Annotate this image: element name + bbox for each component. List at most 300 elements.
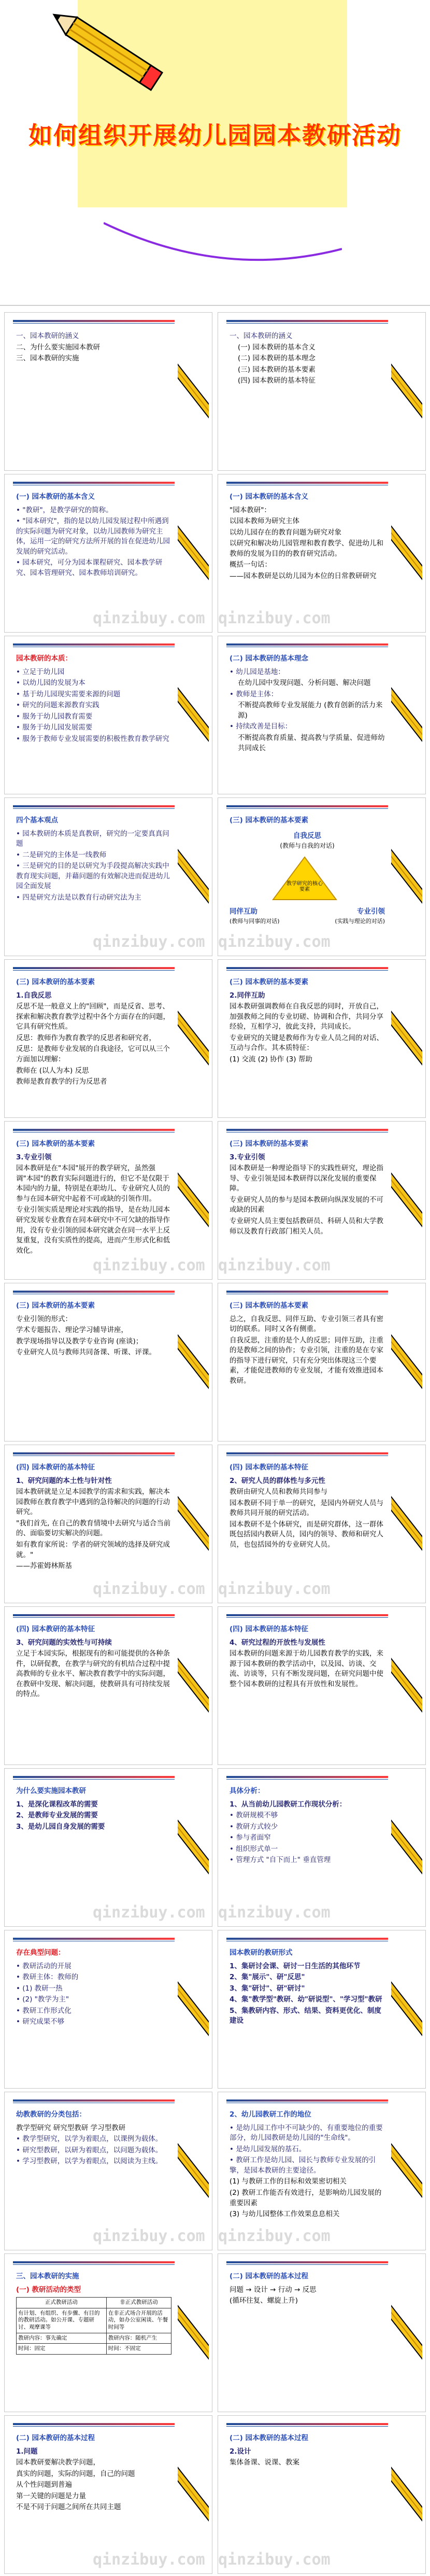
slide-text-line: • 三是研究的目的是以研究为手段提高解决实践中教育现实问题，并藉问题的有效解决进而促进幼儿园全面发展 — [16, 862, 170, 891]
slide-heading: (三) 园本教研的基本要素 — [16, 978, 95, 986]
slide-text-line: 以研究和解决幼儿园管理和教育教学、促进幼儿和教师的发展为目的的教育研究活动。 — [230, 539, 383, 558]
slide-text-line: 以园本教师为研究主体 — [230, 517, 299, 526]
peer-sub: (教师与同事的对话) — [230, 917, 280, 925]
table-row — [17, 2333, 171, 2344]
slide-text-line: 反思：是教师专业发展的自我途径，它可以从三个方面加以理解： — [16, 1045, 170, 1063]
slide-content — [230, 654, 385, 789]
slide-content — [230, 816, 385, 950]
slide-rule — [13, 2099, 175, 2102]
slide-26 — [4, 2253, 212, 2412]
pencil-icon — [391, 978, 422, 1098]
slide-rule-thin — [226, 808, 388, 809]
pencil-icon — [391, 1464, 422, 1583]
slide-text-line: (1) 交流 (2) 协作 (3) 帮助 — [230, 1055, 312, 1063]
slide-rule — [226, 967, 388, 969]
slide-rule-thin — [13, 808, 175, 809]
slide-content — [230, 2433, 385, 2568]
slide-content — [16, 654, 171, 789]
pencil-icon — [391, 1626, 422, 1745]
slide-heading: (四) 园本教研的基本特征 — [16, 1625, 95, 1633]
slide-rule-thin — [226, 323, 388, 324]
slide-text-line: • 研究型教研，以研为着眼点，以问题为载体。 — [16, 2146, 163, 2154]
slide-text-line: 问题 → 设计 → 行动 → 反思 — [230, 2285, 317, 2294]
slide-text-line: 概括一句话： — [230, 561, 271, 569]
slide-rule — [226, 2423, 388, 2425]
slide-subheading: (一) 教研活动的类型 — [16, 2285, 81, 2294]
table-cell: 教研内容：随机产生 — [106, 2333, 171, 2344]
table-cell: 有计划、有组织、有步骤、有目的的教研活动。如公开课、专题研讨、观摩课等 — [17, 2308, 107, 2333]
slide-10 — [4, 959, 212, 1118]
slide-content — [230, 1625, 385, 1759]
slide-17 — [218, 1445, 426, 1603]
slide-rule — [226, 1614, 388, 1616]
pencil-icon — [178, 1787, 209, 1907]
slide-text-line: 教学型研究 研究型教研 学习型教研 — [16, 2123, 126, 2132]
slide-text-line: 立足于本园实际，根据现有的和可能提供的各种条件，以研促教，在教学与研究的有机结合过程中提高教师的专业水平、解决教育教学中的实际问题，在教研中发现、解决问题，使教研具有可持续发展的特点。 — [16, 1649, 170, 1699]
slide-rule-thin — [13, 1617, 175, 1618]
slide-content — [16, 1786, 171, 1921]
slide-content — [16, 1301, 171, 1436]
watermark: qinzibuy.com — [218, 609, 331, 627]
slide-text-line: 2.同伴互助 — [230, 991, 265, 1000]
slide-rule — [13, 1452, 175, 1454]
slide-11 — [218, 959, 426, 1118]
watermark: qinzibuy.com — [218, 933, 331, 951]
slide-rule — [226, 1776, 388, 1778]
slide-rule-thin — [226, 2426, 388, 2427]
table-header: 正式教研活动 — [17, 2298, 107, 2308]
slide-heading: (一) 园本教研的基本含义 — [16, 493, 95, 501]
slide-content — [16, 1139, 171, 1274]
comparison-table — [16, 2297, 171, 2355]
table-header: 非正式教研活动 — [106, 2298, 171, 2308]
slide-text-line: • 研究成果不够 — [16, 2018, 65, 2026]
slide-text-line: 2、集"展示"、研"反思" — [230, 1973, 305, 1982]
pencil-icon — [178, 493, 209, 612]
pencil-icon — [178, 1464, 209, 1583]
slide-rule — [226, 643, 388, 646]
slide-rule — [226, 805, 388, 807]
watermark: qinzibuy.com — [93, 609, 205, 627]
slide-text-line: 1.问题 — [16, 2447, 38, 2456]
slide-text-line: • 是幼儿园工作中不可缺少的、有重要地位的重要部分，幼儿园教研是幼儿园的"生命线"。 — [230, 2123, 383, 2143]
slide-text-line: 教师是教育教学的行为反思者 — [16, 1077, 107, 1086]
cover-slide — [0, 0, 430, 306]
slide-content — [230, 1786, 385, 1921]
slide-25 — [218, 2092, 426, 2250]
slide-rule — [226, 2099, 388, 2102]
slide-text-line: • "园本研究"，指的是以幼儿园发展过程中所遇到的实际问题为研究对象，以幼儿园教师为研究主体，运用一定的研究方法所开展的旨在促进幼儿园发展的研究活动。 — [16, 517, 170, 556]
pencil-icon — [391, 1787, 422, 1907]
slide-text-line: 1、研究问题的本土性与针对性 — [16, 1476, 112, 1485]
slide-content — [230, 2272, 385, 2406]
pencil-icon — [391, 1140, 422, 1259]
slide-text-line: • 基于幼儿园现实需要来源的问题 — [16, 690, 121, 698]
watermark: qinzibuy.com — [93, 1580, 205, 1598]
slide-rule — [13, 805, 175, 807]
slide-content — [230, 1948, 385, 2083]
slide-rule-thin — [13, 2426, 175, 2427]
slide-text-line: 专业引领实质是理论对实践的指导，是在幼儿园本研究发展专业教育在同本研究中不可欠缺的指导作用，没有专业引领的园本研究就会在同一水平上反复重复，没有实质性的提高，进而产生形式化和低效化。 — [16, 1206, 170, 1255]
reflection-label: 自我反思 — [293, 831, 321, 840]
slide-text-line: 专业研究人员主要包括教研员、科研人员和大学教师以及教育行政部门相关人员。 — [230, 1216, 383, 1236]
table-row — [17, 2308, 171, 2333]
slide-rule — [13, 643, 175, 646]
slide-content — [16, 816, 171, 950]
slide-4 — [4, 474, 212, 633]
slide-rule-thin — [226, 1617, 388, 1618]
slide-text-line: 3.专业引领 — [16, 1153, 52, 1161]
watermark: qinzibuy.com — [93, 2551, 205, 2569]
slide-heading: 三、园本教研的实施 — [16, 2272, 79, 2280]
slide-27 — [218, 2253, 426, 2412]
slide-text-line: • 教学型研究，以学为着眼点，以课例为载体。 — [16, 2135, 163, 2144]
slide-content — [16, 2272, 171, 2406]
slide-text-line: 园本教研的问题来源于幼儿园教育教学的实践，来源于园本教研的教学活动中，以及园、访谈、交流、访谈等，只有不断发现问题，在研究问题中使整个园本教研的过程具有开放性和发展性。 — [230, 1649, 383, 1688]
table-row — [17, 2344, 171, 2355]
elements-diagram — [230, 829, 385, 933]
slide-text-line: (1) 与教研工作的目标和效果密切相关 — [230, 2177, 347, 2186]
pencil-icon — [178, 655, 209, 774]
table-header-row — [17, 2298, 171, 2308]
slide-text-line: 4、集"教学型"教研、幼"研说型"、"学习型"教研 — [230, 1995, 382, 2004]
slide-15 — [218, 1283, 426, 1441]
slide-rule — [13, 1614, 175, 1616]
slide-rule — [226, 1452, 388, 1454]
slide-text-line: • 持续改善是目标： — [230, 722, 292, 731]
slide-rule — [13, 967, 175, 969]
slide-text-line: • 服务于幼儿园教育需要 — [16, 712, 93, 721]
table-cell: 在非正式场合开展的活动，如办公室闲谈、午餐时间等 — [106, 2308, 171, 2333]
slide-heading: 为什么要实施园本教研 — [16, 1787, 86, 1795]
slide-text-line: • 立足于幼儿园 — [16, 667, 65, 676]
pencil-icon — [178, 2273, 209, 2392]
slide-text-line: 专业研究人员与教师共同备课、听课、评课。 — [16, 1348, 156, 1357]
slide-content — [230, 977, 385, 1112]
slide-content — [230, 1139, 385, 1274]
slide-text-line: 学术专题报告、理论学习辅导讲座， — [16, 1326, 128, 1335]
slide-rule — [226, 1291, 388, 1293]
slide-rule — [226, 1129, 388, 1131]
pencil-icon — [391, 817, 422, 936]
slide-text-line: • 组织形式单一 — [230, 1844, 278, 1853]
slide-text-line: 2.设计 — [230, 2447, 251, 2456]
slide-text-line: (三) 园本教研的基本要素 — [238, 365, 316, 374]
table-cell: 教研内容：事先确定 — [17, 2333, 107, 2344]
slide-text-line: 反思：教师作为教育教学的反思者和研究者， — [16, 1033, 156, 1042]
slide-heading: 幼教教研的分类包括： — [16, 2110, 86, 2119]
slide-text-line: 反思不是一般意义上的"回顾"，而是反省、思考、探索和解决教育教学过程中各个方面存在的问题，它具有研究性质。 — [16, 1002, 170, 1031]
slide-text-line: 4、研究过程的开放性与发展性 — [230, 1638, 325, 1647]
slide-text-line: 园本教研不同于单一的研究，是园内外研究人员与教师共同开展的研究活动。 — [230, 1499, 383, 1518]
slide-3 — [218, 312, 426, 471]
slide-text-line: 园本教研要解决教学问题， — [16, 2458, 100, 2467]
slide-rule-thin — [226, 1779, 388, 1780]
slide-text-line: 集体备课、说课、教案 — [230, 2458, 299, 2467]
slide-text-line: 二、为什么要实施园本教研 — [16, 343, 100, 352]
slide-21 — [218, 1768, 426, 1927]
slide-heading: 四个基本观点 — [16, 816, 58, 824]
watermark: qinzibuy.com — [93, 933, 205, 951]
slide-text-line: 教研由研究人员和教师共同参与 — [230, 1488, 327, 1496]
slide-text-line: 从个性问题到普遍 — [16, 2481, 72, 2489]
slide-text-line: • 教研工作是幼儿园、园长与教师专业发展的引擎，是园本教研的主要途径。 — [230, 2156, 376, 2175]
slide-content — [16, 1463, 171, 1598]
peer-label: 同伴互助 — [230, 907, 257, 916]
slide-text-line: • 服务于教师专业发展需要的积极性教育教学研究 — [16, 734, 169, 743]
slide-heading: (三) 园本教研的基本要素 — [230, 978, 309, 986]
slide-rule-thin — [13, 2264, 175, 2265]
watermark: qinzibuy.com — [93, 1903, 205, 1922]
slide-rule — [226, 1938, 388, 1940]
slide-text-line: 第一关键的问题是力量 — [16, 2491, 86, 2500]
pencil-icon — [178, 978, 209, 1098]
pencil-icon — [178, 2434, 209, 2554]
pencil-icon — [178, 331, 209, 451]
pencil-icon — [178, 817, 209, 936]
pencil-icon — [178, 1949, 209, 2068]
slide-text-line: • 是幼儿园发展的基石。 — [230, 2145, 306, 2153]
slide-text-line: 一、园本教研的涵义 — [230, 332, 293, 340]
slide-8 — [4, 797, 212, 956]
decorative-arc — [104, 218, 342, 270]
slide-7 — [218, 636, 426, 794]
slide-text-line: • 幼儿园是基地： — [230, 667, 285, 676]
slide-heading: 园本教研的教研形式 — [230, 1949, 293, 1957]
slide-text-line: 专业研究人员的参与是园本教研向纵深发展的不可或缺的因素 — [230, 1195, 383, 1214]
slide-text-line: (四) 园本教研的基本特征 — [238, 376, 316, 385]
slide-text-line: 1、集研讨会课、研讨一日生活的其他环节 — [230, 1962, 361, 1970]
slide-rule-thin — [13, 970, 175, 971]
slide-content — [16, 330, 171, 465]
slide-rule — [13, 2261, 175, 2263]
pencil-icon — [178, 1626, 209, 1745]
slide-heading: 园本教研的本质： — [16, 654, 72, 663]
slide-text-line: ——苏霍姆林斯基 — [16, 1562, 72, 1571]
slide-heading: (二) 园本教研的基本过程 — [230, 2272, 309, 2280]
slide-13 — [218, 1121, 426, 1280]
pencil-icon — [178, 2111, 209, 2230]
slide-28 — [4, 2415, 212, 2574]
slide-text-line: (3) 与幼儿园整体工作效果息息相关 — [230, 2210, 340, 2219]
slide-14 — [4, 1283, 212, 1441]
pencil-icon — [391, 655, 422, 774]
watermark: qinzibuy.com — [218, 2551, 331, 2569]
slide-text-line: • 教研规模不够 — [230, 1811, 278, 1820]
slide-text-line: • 四是研究方法是以教育行动研究法为主 — [16, 893, 141, 902]
slide-text-line: (2) 教研工作能否有效进行，是影响幼儿园发展的重要因素 — [230, 2188, 382, 2207]
pencil-icon — [391, 331, 422, 451]
slide-29 — [218, 2415, 426, 2574]
slide-text-line: 不是不同于问题之间所在共同主题 — [16, 2503, 121, 2512]
slide-20 — [4, 1768, 212, 1927]
slide-content — [16, 1625, 171, 1759]
slide-text-line: • 以幼儿园的发展为本 — [16, 679, 85, 688]
slide-heading: (三) 园本教研的基本要素 — [16, 1140, 95, 1148]
slide-content — [230, 492, 385, 627]
slide-16 — [4, 1445, 212, 1603]
slide-text-line: 专业研究的关键是教师作为专业人员之间的对话、互动与合作。其本质特征： — [230, 1033, 383, 1053]
slide-6 — [4, 636, 212, 794]
pencil-icon — [391, 493, 422, 612]
slide-content — [16, 2110, 171, 2245]
slide-heading: (四) 园本教研的基本特征 — [230, 1625, 309, 1633]
slide-text-line: 2、研究人员的群体性与多元性 — [230, 1476, 325, 1485]
slide-text-line: • 参与者面窄 — [230, 1833, 271, 1842]
watermark: qinzibuy.com — [218, 1580, 331, 1598]
watermark: qinzibuy.com — [93, 1256, 205, 1275]
slide-heading: (三) 园本教研的基本要素 — [16, 1301, 95, 1310]
slide-content — [16, 977, 171, 1112]
slide-text-line: 3、是幼儿园自身发展的需要 — [16, 1822, 105, 1831]
slide-rule — [13, 1129, 175, 1131]
slide-content — [16, 492, 171, 627]
slide-5 — [218, 474, 426, 633]
slide-heading: (二) 园本教研的基本过程 — [16, 2434, 95, 2442]
slide-rule — [13, 1938, 175, 1940]
slide-text-line: • 服务于幼儿园发展需要 — [16, 723, 93, 732]
slide-rule — [13, 482, 175, 484]
slide-rule-thin — [13, 1779, 175, 1780]
slide-text-line: • (2) "教学为主" — [16, 1995, 69, 2004]
slide-text-line: 专业引领的形式： — [16, 1314, 72, 1323]
slide-rule-thin — [226, 1455, 388, 1456]
slide-18 — [4, 1606, 212, 1765]
slide-heading: 2、幼儿园教研工作的地位 — [230, 2110, 311, 2119]
pencil-icon — [391, 1949, 422, 2068]
slide-text-line: 5、集教研内容、形式、结果、资料更优化、制度建设 — [230, 2006, 381, 2025]
slide-12 — [4, 1121, 212, 1280]
slide-content — [16, 1948, 171, 2083]
slide-rule — [13, 1776, 175, 1778]
slide-2 — [4, 312, 212, 471]
slide-text-line: 1、从当前幼儿园教研工作现状分析： — [230, 1800, 347, 1809]
slide-text-line: 总之，自我反思、同伴互助、专业引领三者具有密切的联系。同时又各有侧重。 — [230, 1314, 383, 1334]
slide-text-line: 园本教研就是立足本园教学的需求和实践，解决本园教师在教育教学中遇到的急待解决的问题的行动研究。 — [16, 1488, 170, 1517]
expert-sub: (实践与理论的对话) — [335, 917, 385, 925]
core-label: 教学研究的核心要素 — [286, 880, 323, 892]
watermark: qinzibuy.com — [218, 1256, 331, 1275]
slide-text-line: 在幼儿园中发现问题、分析问题、解决问题 — [238, 679, 371, 688]
slide-text-line: 园本教研是在"本园"展开的教学研究，虽然强调"本园"的教育实际问题进行的，但它不是仅限于本园内的力量，特别是在职幼儿、专业研究人员的参与在园本研究中起着不可或缺的引领作用。 — [16, 1164, 170, 1203]
slide-text-line: • 教研活动的开展 — [16, 1962, 71, 1970]
watermark: qinzibuy.com — [218, 2227, 331, 2245]
slide-text-line: 如有教育家所说：学者的研究领域的选择及研究成就。" — [16, 1540, 170, 1559]
slide-rule-thin — [13, 323, 175, 324]
slide-text-line: • 园本研究，可分为园本课程研究、园本教学研究、园本管理研究、园本教师培训研究。 — [16, 558, 163, 577]
slide-text-line: • 学习型教研，以学为着眼点，以阅读为主线。 — [16, 2157, 163, 2166]
slide-rule — [226, 482, 388, 484]
watermark: qinzibuy.com — [218, 1903, 331, 1922]
slide-text-line: 园本教研强调教师在自我反思的同时，开放自己，加强教师之间的专业切磋、协调和合作，共同分享经验，互相学习，彼此支持，共同成长。 — [230, 1002, 383, 1031]
slide-text-line: 1.自我反思 — [16, 991, 52, 1000]
table-cell: 时间：固定 — [17, 2344, 107, 2355]
pencil-icon — [178, 1302, 209, 1421]
pencil-icon — [391, 2273, 422, 2392]
slide-heading: (三) 园本教研的基本要素 — [230, 816, 309, 824]
expert-label: 专业引领 — [357, 907, 385, 916]
slide-text-line: 不断提高教育质量、提高教与学质量、促进师幼共同成长 — [238, 733, 385, 752]
slide-text-line: (二) 园本教研的基本理念 — [238, 354, 316, 363]
reflection-sub: (教师与自我的对话) — [280, 842, 335, 849]
slide-content — [230, 1301, 385, 1436]
slide-heading: 具体分析： — [230, 1787, 265, 1795]
slide-text-line: (一) 园本教研的基本含义 — [238, 343, 316, 352]
slide-text-line: 3、研究问题的实效性与可持续 — [16, 1638, 112, 1647]
slide-rule-thin — [13, 1455, 175, 1456]
slide-text-line: 园本教研是一种理论指导下的实践性研究，理论指导、专业引领是园本教研得以深化发展的重要保障。 — [230, 1164, 383, 1193]
slide-text-line: • 管理方式 "自下而上" 垂直管理 — [230, 1856, 331, 1865]
slide-text-line: • 教研工作形式化 — [16, 2006, 71, 2015]
slide-text-line: 以幼儿园存在的教育问题为研究对象 — [230, 528, 341, 537]
slide-22 — [4, 1930, 212, 2089]
slide-text-line: • (1) 教研一热 — [16, 1984, 63, 1993]
slide-content — [230, 2110, 385, 2245]
slide-rule — [13, 320, 175, 322]
slide-content — [230, 330, 385, 465]
slide-heading: (四) 园本教研的基本特征 — [16, 1463, 95, 1472]
slide-text-line: ——园本教研是以幼儿园为本位的日常教研研究 — [230, 571, 377, 580]
pencil-icon — [391, 2111, 422, 2230]
watermark: qinzibuy.com — [93, 2227, 205, 2245]
cover-title: 如何组织开展幼儿园园本教研活动 — [28, 121, 402, 149]
slide-heading: (二) 园本教研的基本过程 — [230, 2434, 309, 2442]
slide-heading: 存在典型问题： — [16, 1949, 65, 1957]
slide-text-line: • 园本教研的本质是真教研，研究的一定要真真问题 — [16, 829, 169, 848]
table-cell: 时间：不固定 — [106, 2344, 171, 2355]
slide-9 — [218, 797, 426, 956]
slide-text-line: • 教研主体：教师的 — [16, 1973, 79, 1982]
slide-text-line: • "教研"，是教学研究的简称。 — [16, 506, 113, 514]
slide-text-line: (循环往复、螺旋上升) — [230, 2297, 298, 2305]
slide-text-line: "我们首先, 在自己的教育情境中去研究与适合当前的、面临要切实解决的问题。 — [16, 1519, 171, 1538]
slide-text-line: • 研究的问题来源教育实践 — [16, 701, 99, 710]
pencil-icon — [391, 1302, 422, 1421]
slide-text-line: 三、园本教研的实施 — [16, 354, 79, 363]
slide-rule — [13, 1291, 175, 1293]
slide-text-line: • 教师是主体： — [230, 690, 278, 698]
slide-text-line: 不断提高教师专业发展能力 (教育创新的活力来源) — [238, 701, 383, 720]
slide-content — [230, 1463, 385, 1598]
pencil-icon — [178, 1140, 209, 1259]
slide-content — [16, 2433, 171, 2568]
triangle-shape — [271, 855, 338, 902]
slide-24 — [4, 2092, 212, 2250]
slide-heading: (三) 园本教研的基本要素 — [230, 1140, 309, 1148]
slide-text-line: 一、园本教研的涵义 — [16, 332, 79, 340]
slide-text-line: 园本教研不是个体研究，而是研究群体，这一群体既包括园内教研人员，园内的领导、教师和研究人员，也包括园外的专业研究人员。 — [230, 1520, 383, 1549]
slide-text-line: 1、是深化课程改革的需要 — [16, 1800, 98, 1809]
slide-text-line: 2、是教师专业发展的需要 — [16, 1811, 98, 1820]
slide-rule-thin — [226, 2264, 388, 2265]
slide-rule-thin — [226, 970, 388, 971]
slide-text-line: 教学现场指导以及教学专业咨询 (座谈)； — [16, 1337, 143, 1346]
slide-text-line: 3、集"研讨"、研"研讨" — [230, 1984, 305, 1993]
slide-23 — [218, 1930, 426, 2089]
slide-heading: (一) 园本教研的基本含义 — [230, 493, 309, 501]
slide-heading: (四) 园本教研的基本特征 — [230, 1463, 309, 1472]
slide-text-line: "园本教研"： — [230, 506, 271, 514]
slide-text-line: • 二是研究的主体是一线教师 — [16, 850, 107, 859]
slide-rule — [226, 2261, 388, 2263]
slide-text-line: 3.专业引领 — [230, 1153, 265, 1161]
slide-heading: (三) 园本教研的基本要素 — [230, 1301, 309, 1310]
slide-text-line: • 教研方式较少 — [230, 1822, 278, 1831]
slide-rule — [226, 320, 388, 322]
pencil-icon — [391, 2434, 422, 2554]
slide-text-line: 真实的问题，实际的问题，自己的问题 — [16, 2469, 135, 2478]
slide-text-line: 教师在 (以人为本) 反思 — [16, 1066, 89, 1075]
